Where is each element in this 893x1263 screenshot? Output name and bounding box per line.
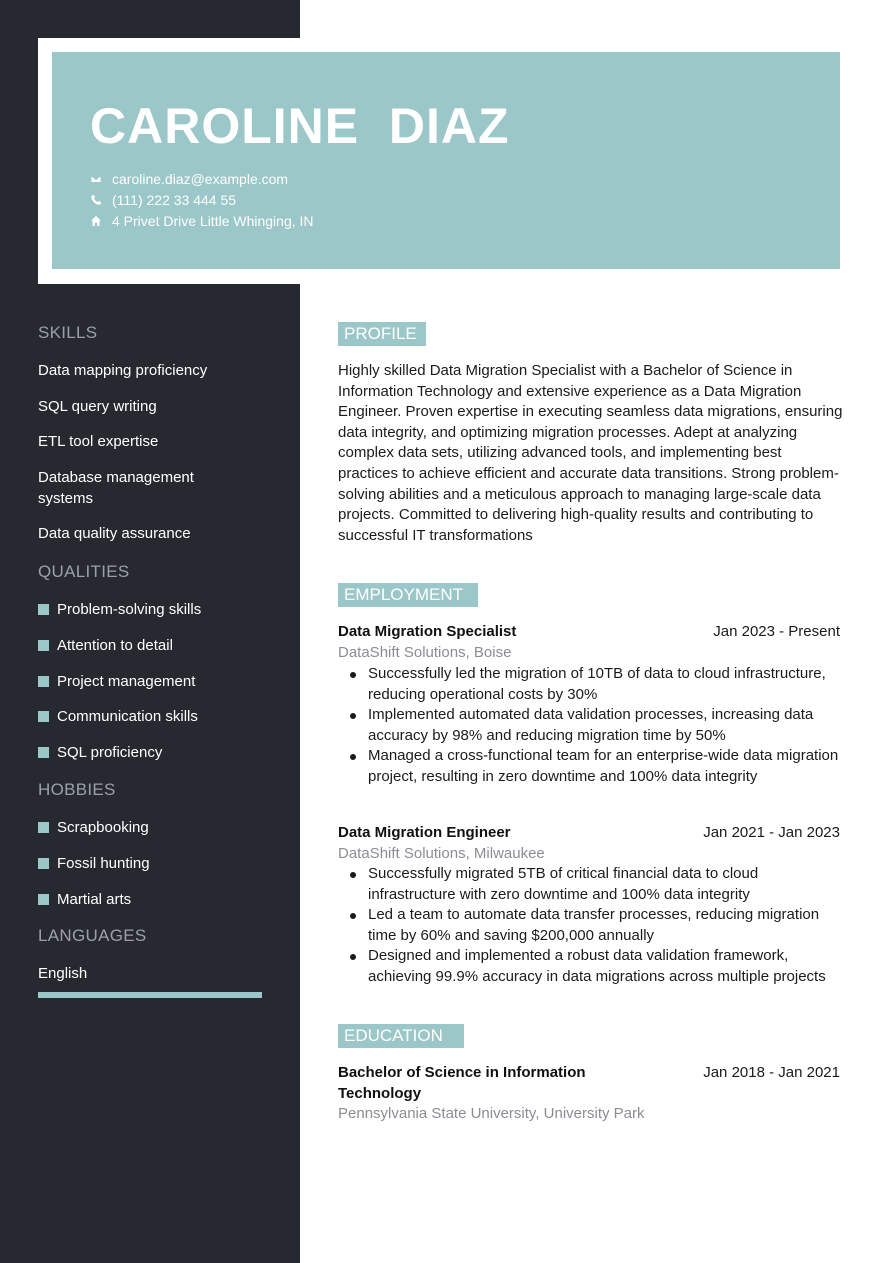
contact-address [90, 211, 314, 231]
square-bullet-icon [38, 604, 49, 615]
job-title: Data Migration Specialist [338, 623, 517, 640]
candidate-name: CAROLINE DIAZ [90, 98, 510, 154]
profile-text: Highly skilled Data Migration Specialist with a Bachelor of Science in Information Technology and extensive experience as a Data Migration Engineer. Proven expertise in executing seamless data migrations, ensuring data integrity, and optimizing migration processes. Adept at analyzing complex data sets, utilizing advanced tools, and implementing best practices to achieve efficient and accurate data transitions. Strong problem-solving abilities and a meticulous approach to managing large-scale data projects. Committed to delivering high-quality results and contributing to successful IT transformations [338, 362, 843, 544]
profile-heading: PROFILE [338, 322, 426, 346]
job-bullets [348, 864, 843, 988]
language-item: English [38, 965, 88, 982]
square-bullet-icon [38, 822, 49, 833]
skill-item: SQL query writing [38, 398, 157, 415]
header-banner [52, 52, 840, 269]
education-dates: Jan 2018 - Jan 2021 [703, 1064, 840, 1081]
contact-phone[interactable] [90, 190, 236, 210]
square-bullet-icon [38, 676, 49, 687]
skills-heading: SKILLS [38, 323, 98, 342]
job-company: DataShift Solutions, Milwaukee [338, 845, 545, 862]
job-dates: Jan 2023 - Present [713, 623, 840, 640]
skill-item: Database management systems [38, 469, 194, 507]
skill-item: Data mapping proficiency [38, 362, 208, 379]
list-item: Successfully migrated 5TB of critical financial data to cloud infrastructure with zero downtime and 100% data integrity [348, 864, 843, 905]
envelope-icon [90, 173, 102, 185]
hobbies-heading: HOBBIES [38, 780, 116, 799]
phone-icon [90, 194, 102, 206]
degree-title: Bachelor of Science in Information Technology [338, 1064, 586, 1102]
job-dates: Jan 2021 - Jan 2023 [703, 824, 840, 841]
school-name: Pennsylvania State University, University Park [338, 1105, 645, 1122]
job-bullets [348, 664, 843, 788]
square-bullet-icon [38, 711, 49, 722]
languages-heading: LANGUAGES [38, 926, 147, 945]
job-company: DataShift Solutions, Boise [338, 644, 512, 661]
job-title: Data Migration Engineer [338, 824, 511, 841]
quality-item: SQL proficiency [38, 742, 162, 762]
contact-phone-text: (111) 222 33 444 55 [112, 192, 237, 208]
square-bullet-icon [38, 747, 49, 758]
list-item: Implemented automated data validation processes, increasing data accuracy by 98% and reducing migration time by 50% [348, 705, 843, 746]
contact-email-text: caroline.diaz@example.com [112, 171, 289, 187]
hobby-item: Martial arts [38, 889, 131, 909]
list-item: Successfully led the migration of 10TB of data to cloud infrastructure, reducing operational costs by 30% [348, 664, 843, 705]
quality-item: Attention to detail [38, 635, 173, 655]
quality-item: Problem-solving skills [38, 599, 201, 619]
list-item: Led a team to automate data transfer processes, reducing migration time by 60% and saving $200,000 annually [348, 905, 843, 946]
list-item: Managed a cross-functional team for an enterprise-wide data migration project, resulting in zero downtime and 100% data integrity [348, 746, 843, 787]
square-bullet-icon [38, 894, 49, 905]
square-bullet-icon [38, 640, 49, 651]
skill-item: ETL tool expertise [38, 433, 159, 450]
qualities-heading: QUALITIES [38, 562, 130, 581]
hobby-item: Scrapbooking [38, 817, 149, 837]
education-heading: EDUCATION [338, 1024, 464, 1048]
employment-heading: EMPLOYMENT [338, 583, 478, 607]
contact-email[interactable] [90, 169, 288, 189]
quality-item: Project management [38, 671, 195, 691]
square-bullet-icon [38, 858, 49, 869]
hobby-item: Fossil hunting [38, 853, 150, 873]
skill-item: Data quality assurance [38, 525, 191, 542]
contact-address-text: 4 Privet Drive Little Whinging, IN [112, 213, 314, 229]
quality-item: Communication skills [38, 706, 198, 726]
home-icon [90, 215, 102, 227]
list-item: Designed and implemented a robust data validation framework, achieving 99.9% accuracy in data migrations across multiple projects [348, 946, 843, 987]
language-level-bar [38, 992, 262, 998]
